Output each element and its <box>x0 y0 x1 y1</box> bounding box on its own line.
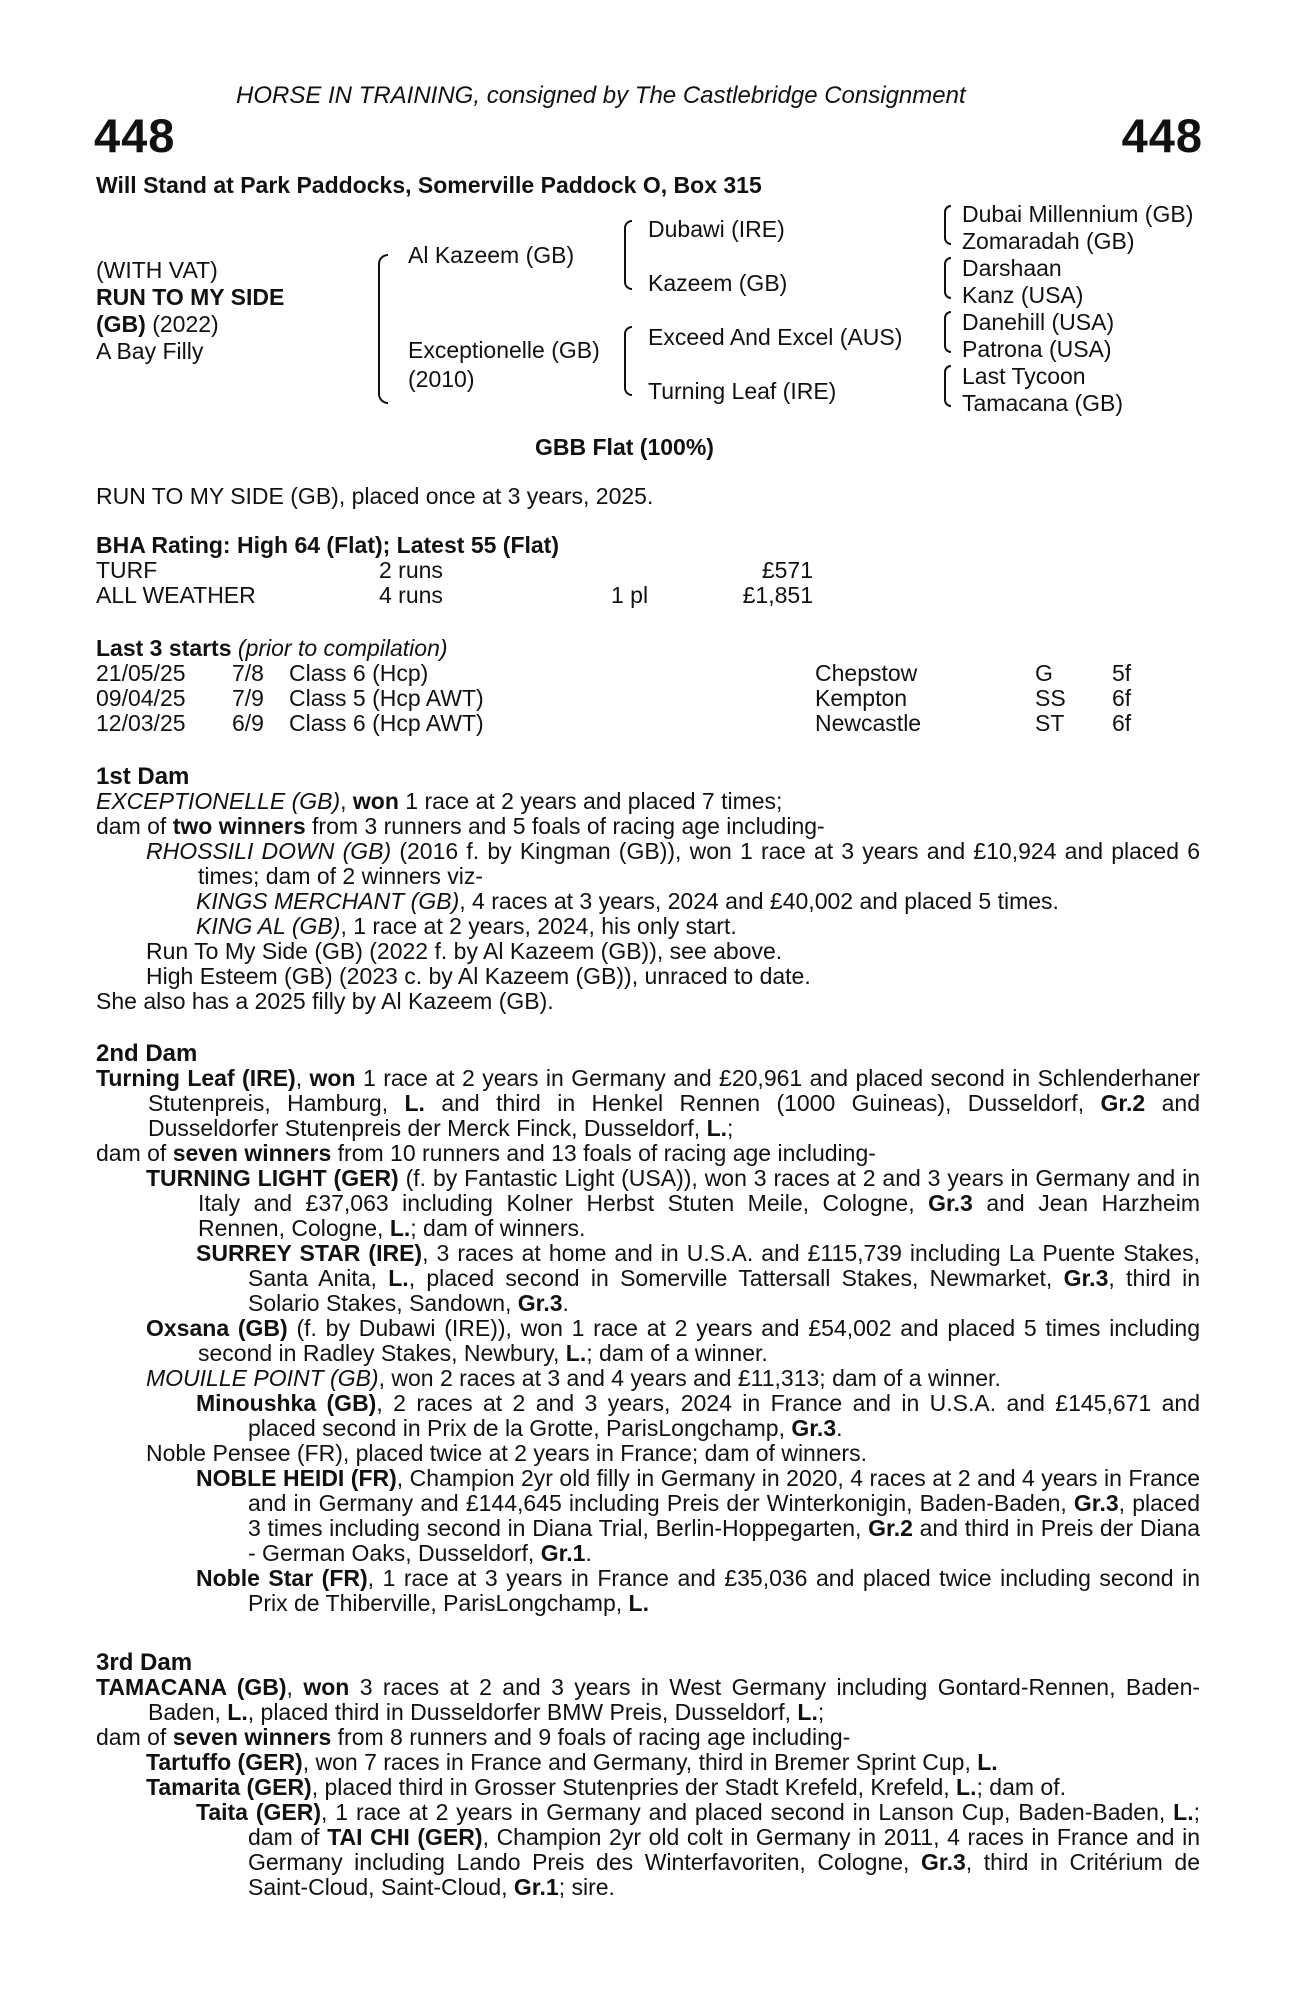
first-dam-heading: 1st Dam <box>96 763 190 790</box>
text: 1 race at 2 years and placed 7 times; <box>398 788 783 814</box>
listed-mark: L. <box>706 1115 728 1141</box>
lot-number-left: 448 <box>94 109 176 162</box>
surface: ALL WEATHER <box>96 582 256 608</box>
start-course: Kempton <box>815 685 908 711</box>
horse-origin <box>96 311 284 338</box>
great-grandparent-1: Dubai Millennium (GB) <box>962 201 1194 227</box>
dam-year: (2010) <box>408 366 475 392</box>
pedigree-brace-g3 <box>944 311 951 353</box>
listed-mark: L. <box>227 1699 248 1725</box>
winners-count: two winners <box>172 813 306 839</box>
text: , won 2 races at 3 and 4 years and £11,313; dam of a winner. <box>378 1365 1001 1391</box>
text: dam of <box>96 1724 173 1750</box>
prize-money: £1,851 <box>742 582 813 608</box>
winners-count: seven winners <box>172 1724 332 1750</box>
progeny-name: Noble Star (FR) <box>196 1565 368 1591</box>
group-mark: Gr.3 <box>517 1290 563 1316</box>
produce-entry <box>96 1241 1200 1316</box>
third-dam-heading: 3rd Dam <box>96 1649 193 1676</box>
text: . <box>562 1290 569 1316</box>
grandsire-2: Exceed And Excel (AUS) <box>648 324 903 350</box>
horse-id-block <box>96 257 284 365</box>
won-label: won <box>309 1065 356 1091</box>
last-starts-heading <box>96 635 448 662</box>
sep: , <box>286 1674 304 1700</box>
runs-row-turf <box>96 558 813 583</box>
group-mark: Gr.2 <box>868 1515 913 1541</box>
text: , 3 races at home and in U.S.A. and £115,739 including La Puente Stakes, Santa Anita, <box>248 1240 1200 1291</box>
great-grandparent-2: Zomaradah (GB) <box>962 228 1135 254</box>
second-dam-heading: 2nd Dam <box>96 1040 198 1067</box>
text: , third in Critérium de Saint-Cloud, Saint-Cloud, <box>248 1849 1200 1900</box>
text: , placed second in Somerville Tattersall Stakes, Newmarket, <box>408 1265 1064 1291</box>
third-dam-record <box>96 1675 1200 1725</box>
start-going: SS <box>1035 685 1066 711</box>
start-course: Newcastle <box>815 710 922 736</box>
runs: 4 runs <box>379 582 443 608</box>
produce-entry <box>96 889 1200 914</box>
group-mark: Gr.1 <box>540 1540 586 1566</box>
gbb-eligibility: GBB Flat (100%) <box>535 434 714 460</box>
text: (f. by Fantastic Light (USA)), won 3 races at 2 and 3 years in Germany and in Italy and £37,063 including Kolner Herbst Stuten Meile, Cologne, <box>198 1165 1200 1216</box>
progeny-name: TAI CHI (GER) <box>327 1824 483 1850</box>
won-label: won <box>352 788 399 814</box>
dam-name: EXCEPTIONELLE (GB) <box>96 788 341 814</box>
text: from 8 runners and 9 foals of racing age including- <box>331 1724 851 1750</box>
won-label: won <box>303 1674 350 1700</box>
text: , 2 races at 2 and 3 years, 2024 in France and in U.S.A. and £145,671 and placed second in Prix de la Grotte, ParisLongchamp, <box>248 1390 1200 1441</box>
start-position: 6/9 <box>232 710 264 736</box>
placed: 1 pl <box>611 582 649 608</box>
text: and Jean Harzheim Rennen, Cologne, <box>198 1190 1200 1241</box>
produce-entry <box>96 1566 1200 1616</box>
start-date: 09/04/25 <box>96 685 186 711</box>
runs: 2 runs <box>379 557 443 583</box>
horse-country: (GB) <box>96 311 146 337</box>
text: ; <box>727 1115 734 1141</box>
horse-description: A Bay Filly <box>96 338 204 364</box>
sire-name: Al Kazeem (GB) <box>408 242 575 268</box>
bha-rating: BHA Rating: High 64 (Flat); Latest 55 (Flat) <box>96 532 559 558</box>
text: 3 races at 2 and 3 years in West Germany including Gontard-Rennen, Baden-Baden, <box>148 1674 1201 1725</box>
text: (f. by Dubawi (IRE)), won 1 race at 2 years and £54,002 and placed 5 times including second in Radley Stakes, Newbury, <box>198 1315 1200 1366</box>
group-mark: Gr.3 <box>791 1415 837 1441</box>
produce-entry <box>96 839 1200 889</box>
text: . <box>836 1415 843 1441</box>
granddam-1: Kazeem (GB) <box>648 270 788 296</box>
pedigree-brace-g4 <box>944 365 951 407</box>
listed-mark: L. <box>565 1340 587 1366</box>
sep: , <box>295 1065 310 1091</box>
progeny-name: TURNING LIGHT (GER) <box>146 1165 399 1191</box>
start-distance: 6f <box>1112 685 1132 711</box>
lot-number-right: 448 <box>1121 109 1203 162</box>
sep: , <box>340 788 353 814</box>
text: and Dusseldorfer Stutenpreis der Merck Finck, Dusseldorf, <box>148 1090 1200 1141</box>
granddam-2: Turning Leaf (IRE) <box>648 378 837 404</box>
second-dam-section <box>96 1041 1200 1616</box>
text: , 1 race at 2 years, 2024, his only start. <box>340 913 737 939</box>
first-dam-line <box>96 789 1200 814</box>
start-course: Chepstow <box>815 660 918 686</box>
progeny-name: NOBLE HEIDI (FR) <box>196 1465 397 1491</box>
great-grandparent-6: Patrona (USA) <box>962 336 1112 362</box>
text: from 3 runners and 5 foals of racing age including- <box>305 813 825 839</box>
produce-entry <box>96 1166 1200 1241</box>
start-date: 21/05/25 <box>96 660 186 686</box>
runs-row-aw <box>96 583 813 608</box>
text: ; <box>817 1699 825 1725</box>
progeny-name: RHOSSILI DOWN (GB) <box>146 838 392 864</box>
produce-line <box>96 814 1200 839</box>
pedigree-brace-sire <box>624 220 632 290</box>
group-mark: Gr.3 <box>1063 1265 1109 1291</box>
produce-entry <box>96 1391 1200 1441</box>
produce-entry: Noble Pensee (FR), placed twice at 2 years in France; dam of winners. <box>146 1440 867 1466</box>
text: from 10 runners and 13 foals of racing age including- <box>331 1140 876 1166</box>
progeny-name: Minoushka (GB) <box>196 1390 377 1416</box>
start-row <box>96 711 1131 736</box>
group-mark: Gr.1 <box>513 1874 559 1900</box>
horse-year: (2022) <box>145 311 219 337</box>
pedigree-brace-g2 <box>944 257 951 299</box>
start-going: ST <box>1035 710 1065 736</box>
horse-name: RUN TO MY SIDE <box>96 284 285 310</box>
second-dam-record <box>96 1066 1200 1141</box>
dam-name: TAMACANA (GB) <box>96 1674 287 1700</box>
third-dam-section <box>96 1650 1200 1900</box>
text: . <box>585 1540 592 1566</box>
consignor-line: HORSE IN TRAINING, consigned by The Castlebridge Consignment <box>236 82 966 109</box>
text: dam of <box>96 813 173 839</box>
produce-entry <box>96 1750 1200 1775</box>
listed-mark: L. <box>977 1749 998 1775</box>
last-starts-table <box>96 661 1131 736</box>
runs-table <box>96 558 813 608</box>
text: and third in Henkel Rennen (1000 Guineas), Dusseldorf, <box>424 1090 1101 1116</box>
start-class: Class 5 (Hcp AWT) <box>289 685 484 711</box>
start-distance: 5f <box>1112 660 1132 686</box>
pedigree-brace-main <box>378 254 388 404</box>
group-mark: Gr.2 <box>1100 1090 1146 1116</box>
listed-mark: L. <box>389 1215 411 1241</box>
start-going: G <box>1035 660 1053 686</box>
group-mark: Gr.3 <box>928 1190 973 1216</box>
produce-entry <box>96 1366 1200 1391</box>
start-row <box>96 661 1131 686</box>
great-grandparent-3: Darshaan <box>962 255 1062 281</box>
text: ; sire. <box>558 1874 615 1900</box>
text: , placed third in Dusseldorfer BMW Preis, Dusseldorf, <box>247 1699 798 1725</box>
last-starts-note: (prior to compilation) <box>231 635 448 661</box>
progeny-name: KINGS MERCHANT (GB) <box>196 888 460 914</box>
text: ; dam of <box>248 1799 1200 1850</box>
dam-name: Exceptionelle (GB) <box>408 337 600 363</box>
text: , won 7 races in France and Germany, third in Bremer Sprint Cup, <box>302 1749 978 1775</box>
text: , placed 3 times including second in Diana Trial, Berlin-Hoppegarten, <box>248 1490 1200 1541</box>
produce-line <box>96 1725 1200 1750</box>
great-grandparent-5: Danehill (USA) <box>962 309 1115 335</box>
listed-mark: L. <box>404 1090 425 1116</box>
text: , 4 races at 3 years, 2024 and £40,002 and placed 5 times. <box>459 888 1059 914</box>
progeny-name: KING AL (GB) <box>196 913 341 939</box>
start-position: 7/9 <box>232 685 264 711</box>
text: , Champion 2yr old filly in Germany in 2020, 4 races at 2 and 4 years in France and in Germany and £144,645 including Preis der Winterkonigin, Baden-Baden, <box>248 1465 1200 1516</box>
pedigree-brace-g1 <box>944 205 951 245</box>
progeny-name: Oxsana (GB) <box>146 1315 288 1341</box>
text: , 1 race at 2 years in Germany and placed second in Lanson Cup, Baden-Baden, <box>321 1799 1174 1825</box>
progeny-name: Tartuffo (GER) <box>146 1749 303 1775</box>
start-distance: 6f <box>1112 710 1132 736</box>
great-grandparent-4: Kanz (USA) <box>962 282 1084 308</box>
listed-mark: L. <box>388 1265 409 1291</box>
start-row <box>96 686 1131 711</box>
pedigree-brace-dam <box>624 326 632 396</box>
listed-mark: L. <box>1173 1799 1194 1825</box>
text: dam of <box>96 1140 173 1166</box>
placed <box>611 558 711 583</box>
group-mark: Gr.3 <box>1073 1490 1119 1516</box>
progeny-name: Taita (GER) <box>196 1799 322 1825</box>
start-position: 7/8 <box>232 660 264 686</box>
text: ; dam of winners. <box>410 1215 586 1241</box>
text: (2016 f. by Kingman (GB)), won 1 race at 3 years and £10,924 and placed 6 times; dam of 2 winners viz- <box>198 838 1200 889</box>
prize-money: £571 <box>761 557 813 583</box>
text: ; dam of. <box>976 1774 1066 1800</box>
grandsire-1: Dubawi (IRE) <box>648 216 785 242</box>
text: ; dam of a winner. <box>586 1340 768 1366</box>
produce-entry <box>96 1466 1200 1566</box>
start-class: Class 6 (Hcp AWT) <box>289 710 484 736</box>
produce-entry <box>96 1800 1200 1900</box>
produce-entry <box>96 914 1200 939</box>
vat-note: (WITH VAT) <box>96 257 218 283</box>
progeny-name: Tamarita (GER) <box>146 1774 312 1800</box>
text: , 1 race at 3 years in France and £35,036 and placed twice including second in Prix de Thiberville, ParisLongchamp, <box>248 1565 1200 1616</box>
listed-mark: L. <box>956 1774 977 1800</box>
text: 1 race at 2 years in Germany and £20,961 and placed second in Schlenderhaner Stutenpreis, Hamburg, <box>148 1065 1200 1116</box>
dam-name: Turning Leaf (IRE) <box>96 1065 296 1091</box>
stable-location: Will Stand at Park Paddocks, Somerville Paddock O, Box 315 <box>96 172 762 198</box>
produce-entry: She also has a 2025 filly by Al Kazeem (GB). <box>96 988 554 1014</box>
first-dam-section <box>96 764 1200 1014</box>
produce-entry <box>96 1775 1200 1800</box>
great-grandparent-8: Tamacana (GB) <box>962 390 1124 416</box>
text: , Champion 2yr old colt in Germany in 2011, 4 races in France and in Germany including Lando Preis des Winterfavoriten, Cologne, <box>248 1824 1200 1875</box>
last-starts-title: Last 3 starts <box>96 635 232 661</box>
winners-count: seven winners <box>172 1140 332 1166</box>
text: , third in Solario Stakes, Sandown, <box>248 1265 1200 1316</box>
produce-entry: Run To My Side (GB) (2022 f. by Al Kazeem (GB)), see above. <box>146 938 783 964</box>
text: and third in Preis der Diana - German Oaks, Dusseldorf, <box>248 1515 1200 1566</box>
great-grandparent-7: Last Tycoon <box>962 363 1086 389</box>
produce-line <box>96 1141 1200 1166</box>
listed-mark: L. <box>628 1590 649 1616</box>
start-class: Class 6 (Hcp) <box>289 660 429 686</box>
progeny-name: SURREY STAR (IRE) <box>196 1240 423 1266</box>
listed-mark: L. <box>797 1699 818 1725</box>
progeny-name: MOUILLE POINT (GB) <box>146 1365 379 1391</box>
surface: TURF <box>96 557 158 583</box>
race-summary: RUN TO MY SIDE (GB), placed once at 3 years, 2025. <box>96 483 654 509</box>
text: , placed third in Grosser Stutenpries der Stadt Krefeld, Krefeld, <box>311 1774 957 1800</box>
group-mark: Gr.3 <box>921 1849 966 1875</box>
produce-entry: High Esteem (GB) (2023 c. by Al Kazeem (GB)), unraced to date. <box>146 963 811 989</box>
start-date: 12/03/25 <box>96 710 186 736</box>
produce-entry <box>96 1316 1200 1366</box>
